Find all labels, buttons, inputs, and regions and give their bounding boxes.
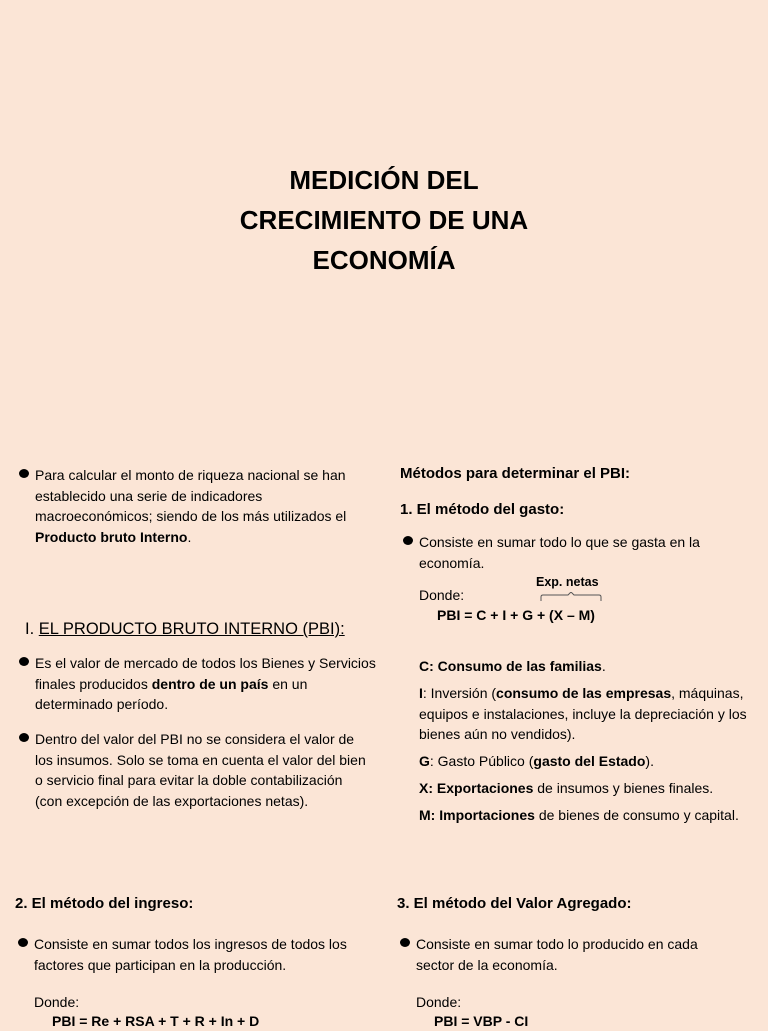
def-x — [419, 778, 713, 799]
bullet-dot-icon — [19, 469, 29, 478]
valor-agregado-donde: Donde: — [416, 994, 462, 1010]
intro-end: . — [187, 528, 192, 545]
ingreso-formula: PBI = Re + RSA + T + R + In + D — [52, 1013, 260, 1029]
def-g-letter: G — [419, 753, 430, 769]
def-m-post: de bienes de consumo y capital. — [534, 807, 739, 823]
def-x-post: de insumos y bienes finales. — [533, 780, 714, 796]
def-m-letter: M — [419, 807, 431, 823]
pbi-heading-number: I. — [25, 620, 35, 638]
def-x-bold: : Exportaciones — [428, 780, 534, 796]
ingreso-bullet: Consiste en sumar todos los ingresos de todos los factores que participan en la producción. — [34, 936, 347, 973]
valor-agregado-formula: PBI = VBP - CI — [434, 1013, 529, 1029]
def-i-post: , máquinas, equipos e instalaciones, incluye la depreciación y los bienes aún no vendidos). — [419, 685, 747, 742]
def-c-end: . — [601, 658, 606, 674]
pbi-bullet-1-pre: Es el valor de mercado de todos los Bienes y Servicios finales producidos — [35, 655, 376, 692]
intro-text: Para calcular el monto de riqueza nacional se han establecido una serie de indicadores macroeconómicos; siendo de los más utilizados el — [35, 467, 347, 524]
def-g-bold: gasto del Estado — [533, 753, 646, 769]
valor-agregado-bullet: Consiste en sumar todo lo producido en cada sector de la economía. — [416, 936, 698, 973]
ingreso-heading: 2. El método del ingreso: — [15, 895, 194, 912]
def-g-pre: : Gasto Público ( — [429, 753, 534, 769]
gasto-heading: 1. El método del gasto: — [400, 501, 565, 518]
page-title — [0, 160, 768, 280]
bullet-dot-icon — [18, 938, 28, 947]
bullet-dot-icon — [19, 657, 29, 666]
bullet-dot-icon — [403, 536, 413, 545]
def-c-text: : Consumo de las familias — [429, 658, 602, 674]
pbi-heading-text: EL PRODUCTO BRUTO INTERNO (PBI): — [38, 620, 345, 638]
title-line-3: ECONOMÍA — [312, 245, 456, 275]
def-m-bold: Importaciones — [439, 807, 535, 823]
pbi-bullet-1-post: en un determinado período. — [35, 675, 308, 712]
brace-icon — [540, 592, 602, 602]
def-m-sep: : — [430, 807, 440, 823]
gasto-formula: PBI = C + I + G + (X – M) — [437, 607, 595, 623]
def-g — [419, 751, 654, 772]
exp-netas-label: Exp. netas — [536, 575, 599, 589]
title-line-1: MEDICIÓN DEL — [289, 165, 479, 195]
ingreso-donde: Donde: — [34, 994, 80, 1010]
gasto-donde: Donde: — [419, 587, 465, 603]
def-m — [419, 805, 739, 826]
def-x-letter: X — [419, 780, 429, 796]
pbi-bullet-1-bold: dentro de un país — [151, 675, 269, 692]
def-c-letter: C — [419, 658, 430, 674]
pbi-bullet-1 — [35, 653, 380, 715]
pbi-heading — [25, 620, 345, 639]
def-i-letter: I — [419, 685, 423, 701]
bullet-dot-icon — [19, 733, 29, 742]
title-line-2: CRECIMIENTO DE UNA — [239, 205, 529, 235]
intro-paragraph — [35, 465, 380, 547]
gasto-bullet: Consiste en sumar todo lo que se gasta en la economía. — [419, 534, 700, 571]
def-i-bold: consumo de las empresas — [496, 685, 672, 701]
bullet-dot-icon — [400, 938, 410, 947]
def-g-post: ). — [645, 753, 654, 769]
intro-bold: Producto bruto Interno — [35, 528, 188, 545]
valor-agregado-heading: 3. El método del Valor Agregado: — [397, 895, 632, 912]
def-c — [419, 656, 606, 677]
methods-heading: Métodos para determinar el PBI: — [400, 465, 631, 482]
def-i-pre: : Inversión ( — [422, 685, 497, 701]
def-i — [419, 683, 754, 745]
pbi-bullet-2: Dentro del valor del PBI no se considera el valor de los insumos. Solo se toma en cuenta el valor del bien o servicio final para evitar la doble contabilización (con excepción de las exportaciones netas). — [35, 731, 366, 809]
